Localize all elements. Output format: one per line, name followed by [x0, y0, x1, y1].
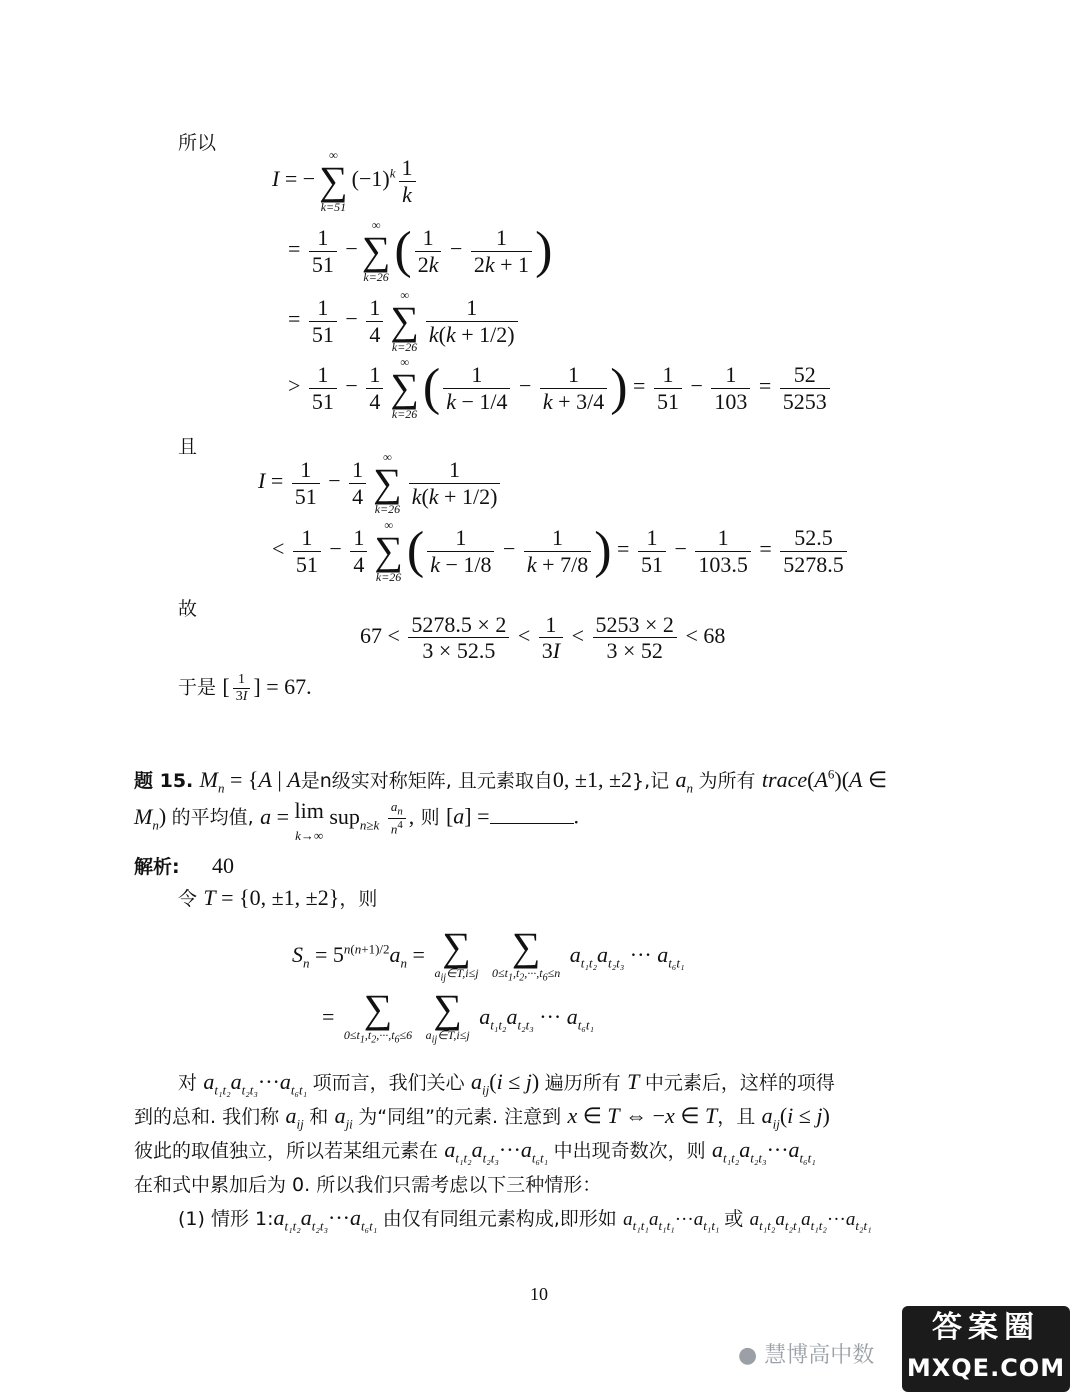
equation-line-6: < $\frac{1}{51}$ − $\frac{1}{4}$ ∞ ∑ k=26 ( $\frac{1}{k - 1/8}$ − $\frac{1}{k + 7/8}$ ) = $\frac{1}{51}$ − $\frac{1}{103.5}$ = $\frac{52.5}{5278.5}$	[272, 518, 850, 584]
conclusion-line: 于是 [ $\frac{1}{3I}$ ] = 67.	[178, 672, 312, 705]
paragraph-line-5: (1) 情形 $1:a_{t_1t_2}a_{t_2t_3}\cdot\cdot\cdot a_{t_6t_1}$ 由仅有同组元素构成,即形如 $a_{t_1t_1}a_{t_1t_1}\cdot\cdot\cdot a_{t_1t_1}$ 或 $a_{t_1t_2}a_{t_2t_1}a_{t_1t_2}\cdot\cdot\cdot a_{t_2t_1}$	[178, 1205, 872, 1234]
label-gu: 故	[178, 598, 198, 620]
let-t-line: 令 T = {0, ±1, ±2}，则	[178, 885, 378, 910]
solution-label: 解析:	[134, 856, 180, 878]
paragraph-line-4: 在和式中累加后为 0. 所以我们只需考虑以下三种情形：	[134, 1174, 602, 1196]
equation-line-4: > $\frac{1}{51}$ − $\frac{1}{4}$ ∞ ∑ k=26 ( $\frac{1}{k - 1/4}$ − $\frac{1}{k + 3/4}$ ) = $\frac{1}{51}$ − $\frac{1}{103}$ = $\frac{52}{5253}$	[288, 355, 833, 421]
stamp-top-text: 答案圈	[932, 1310, 1040, 1345]
page-number: 10	[530, 1284, 548, 1304]
equation-line-1: I = − ∞ ∑ k=51 $(-1)^k$ $\frac{1}{k}$	[272, 148, 419, 214]
paragraph-line-1: 对 $a_{t_1t_2}a_{t_2t_3}\cdot\cdot\cdot a_{t_6t_1}$ 项而言，我们关心 $a_{ij}(i \le j)$ 遍历所有 T 中元素后，这样的项得	[178, 1069, 835, 1098]
equation-inequality: 67 < $\frac{5278.5 \times 2}{3 \times 52.5}$ < $\frac{1}{3I}$ < $\frac{5253 \times 2}{3 \times 52}$ < 68	[360, 612, 726, 664]
solution-header	[134, 852, 234, 879]
problem-label: 题 15.	[134, 770, 194, 792]
equation-line-5: I = $\frac{1}{51}$ − $\frac{1}{4}$ ∞ ∑ k=26 $\frac{1}{k(k + 1/2)}$	[258, 450, 503, 516]
paragraph-line-2: 到的总和. 我们称 $a_{ij}$ 和 $a_{ji}$ 为“同组”的元素. 注意到 x ∈ T ⇔ −x ∈ T，且 $a_{ij}(i \le j)$	[134, 1103, 830, 1132]
problem-15-line-2: $M_n$) 的平均值, a = lim k→∞ sup$_{n\ge k}$ $\frac{a_n}{n^4}$ , 则 [a] = .	[134, 798, 580, 843]
equation-line-2: = $\frac{1}{51}$ − ∞ ∑ k=26 ( $\frac{1}{2k}$ − $\frac{1}{2k + 1}$ )	[288, 218, 553, 284]
stamp-bottom-text: MXQE.COM	[906, 1354, 1066, 1382]
wechat-icon: ●	[738, 1343, 758, 1368]
watermark: ● 慧博高中数	[738, 1343, 875, 1368]
problem-15-line-1: 题 15. $M_n = \{A$ | A是n级实对称矩阵, 且元素取自0, ±1, ±2},记 $a_n$ 为所有 $trace(A^6)(A$ ∈	[134, 766, 888, 796]
site-logo-stamp	[902, 1306, 1070, 1392]
solution-answer: 40	[211, 853, 234, 878]
label-yushi: 于是	[178, 676, 217, 699]
label-qie: 且	[178, 436, 198, 458]
label-suoyi: 所以	[178, 132, 217, 154]
answer-blank[interactable]	[490, 807, 574, 824]
equation-line-3: = $\frac{1}{51}$ − $\frac{1}{4}$ ∞ ∑ k=26 $\frac{1}{k(k + 1/2)}$	[288, 288, 521, 354]
equation-sn-2: = ∑ $0\le t_1,t_2,\cdot\cdot\cdot,t_6\le 6$ ∑ $a_{ij}\in T,i\le j$ $a_{t_1t_2}a_{t_2t_3}$ ··· $a_{t_6t_1}$	[322, 986, 594, 1046]
equation-sn-1: $S_n = 5^{n(n+1)/2}a_n$ = ∑ $a_{ij}\in T,i\le j$ ∑ $0\le t_1,t_2,\cdot\cdot\cdot,t_6\le n$ $a_{t_1t_2}a_{t_2t_3}$ ··· $a_{t_6t_1}$	[292, 924, 685, 984]
paragraph-line-3: 彼此的取值独立，所以若某组元素在 $a_{t_1t_2}a_{t_2t_3}\cdot\cdot\cdot a_{t_6t_1}$ 中出现奇数次，则 $a_{t_1t_2}a_{t_2t_3}\cdot\cdot\cdot a_{t_6t_1}$	[134, 1137, 816, 1166]
